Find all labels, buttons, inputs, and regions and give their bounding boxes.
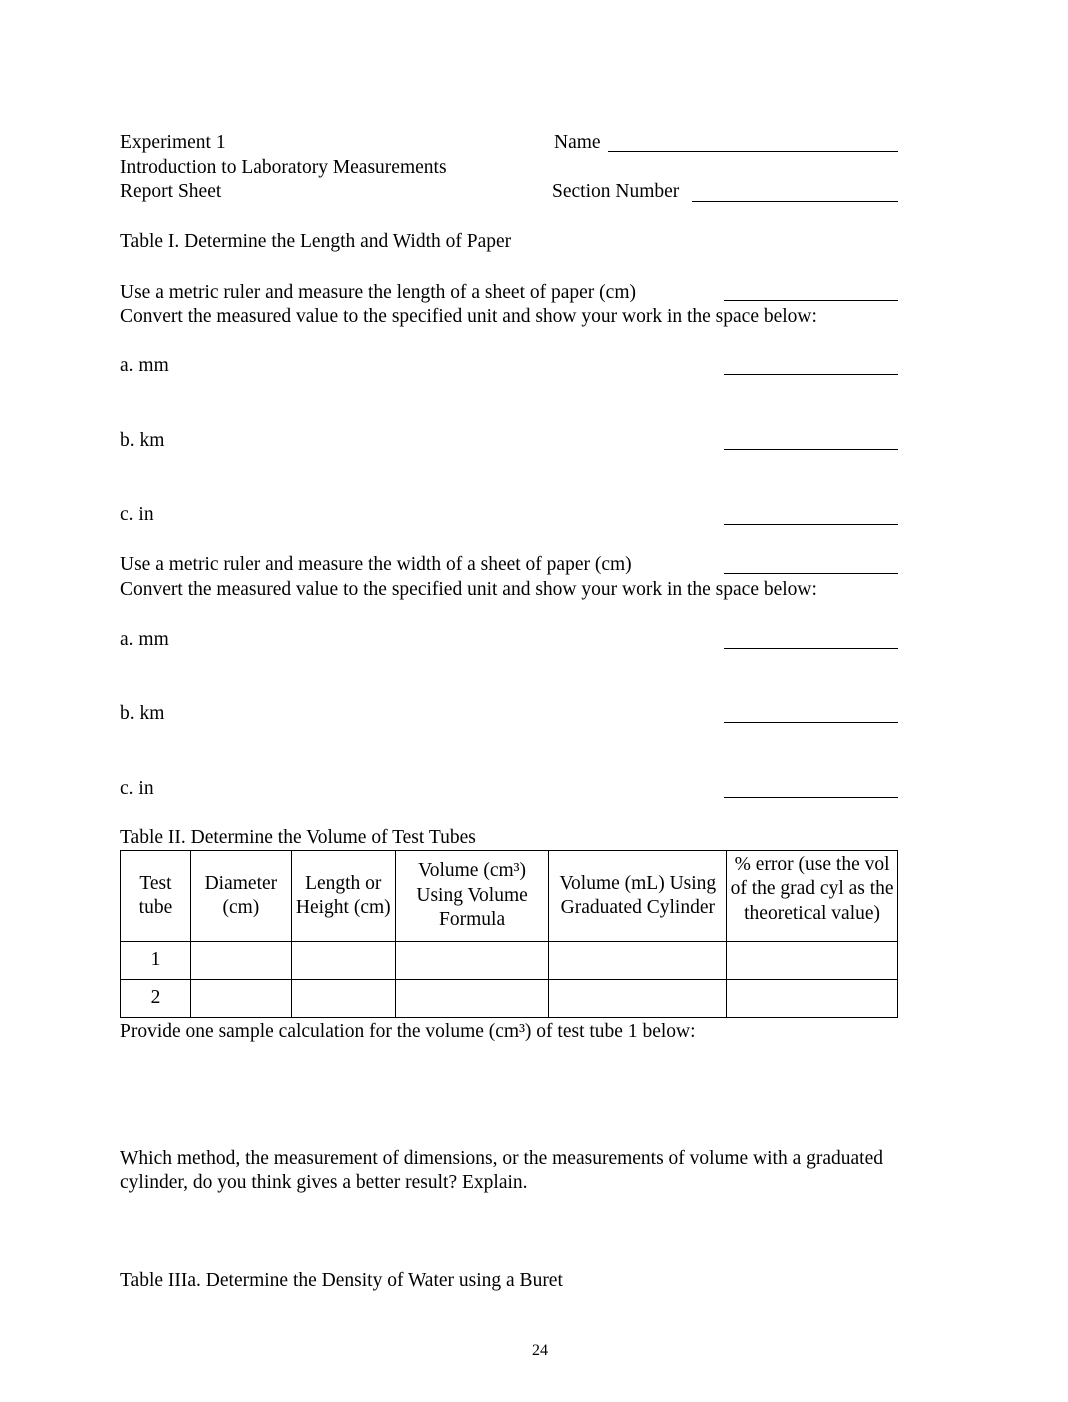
length-convert-prompt: Convert the measured value to the specified unit and show your work in the space below: <box>120 306 817 327</box>
table-header-row <box>121 851 898 942</box>
header-test-tube: Test tube <box>121 851 191 942</box>
width-unit-in: c. in <box>120 778 154 799</box>
length-mm-field[interactable] <box>724 374 898 375</box>
width-unit-mm: a. mm <box>120 629 169 650</box>
table2-title: Table II. Determine the Volume of Test Tubes <box>120 827 476 848</box>
diameter-cell[interactable] <box>190 980 291 1018</box>
header-volume-formula: Volume (cm³) Using Volume Formula <box>395 851 549 942</box>
width-prompt: Use a metric ruler and measure the width of a sheet of paper (cm) <box>120 554 632 575</box>
experiment-number: Experiment 1 <box>120 132 226 153</box>
section-number-label: Section Number <box>552 181 680 202</box>
volume-graduated-cell[interactable] <box>549 980 727 1018</box>
experiment-title: Introduction to Laboratory Measurements <box>120 157 447 178</box>
report-sheet-label: Report Sheet <box>120 181 222 202</box>
width-unit-km: b. km <box>120 703 165 724</box>
percent-error-cell[interactable] <box>727 980 898 1018</box>
length-km-field[interactable] <box>724 449 898 450</box>
length-unit-mm: a. mm <box>120 355 169 376</box>
width-mm-field[interactable] <box>724 648 898 649</box>
length-cell[interactable] <box>291 980 395 1018</box>
header-percent-error: % error (use the vol of the grad cyl as the theoretical value) <box>727 851 898 942</box>
page-number: 24 <box>532 1342 548 1359</box>
header-length-height: Length or Height (cm) <box>291 851 395 942</box>
table1-title: Table I. Determine the Length and Width of Paper <box>120 231 512 252</box>
width-convert-prompt: Convert the measured value to the specified unit and show your work in the space below: <box>120 579 817 600</box>
table-row <box>121 942 898 980</box>
header-volume-graduated: Volume (mL) Using Graduated Cylinder <box>549 851 727 942</box>
section-number-field[interactable] <box>692 201 898 202</box>
volume-formula-cell[interactable] <box>395 942 549 980</box>
table-row <box>121 980 898 1018</box>
length-in-field[interactable] <box>724 524 898 525</box>
length-answer-field[interactable] <box>724 300 898 301</box>
percent-error-cell[interactable] <box>727 942 898 980</box>
name-label: Name <box>554 132 601 153</box>
volume-formula-cell[interactable] <box>395 980 549 1018</box>
length-cell[interactable] <box>291 942 395 980</box>
volume-graduated-cell[interactable] <box>549 942 727 980</box>
width-in-field[interactable] <box>724 797 898 798</box>
diameter-cell[interactable] <box>190 942 291 980</box>
header-diameter: Diameter (cm) <box>190 851 291 942</box>
length-unit-in: c. in <box>120 504 154 525</box>
method-question: Which method, the measurement of dimensions, or the measurements of volume with a graduated cylinder, do you think gives a better result? Explain. <box>120 1148 883 1193</box>
length-unit-km: b. km <box>120 430 165 451</box>
width-km-field[interactable] <box>724 722 898 723</box>
row-label: 2 <box>121 980 191 1018</box>
name-field[interactable] <box>608 151 898 152</box>
test-tube-volume-table <box>120 850 898 1018</box>
row-label: 1 <box>121 942 191 980</box>
width-answer-field[interactable] <box>724 573 898 574</box>
sample-calculation-prompt: Provide one sample calculation for the volume (cm³) of test tube 1 below: <box>120 1021 696 1042</box>
length-prompt: Use a metric ruler and measure the length of a sheet of paper (cm) <box>120 282 636 303</box>
table3a-title: Table IIIa. Determine the Density of Water using a Buret <box>120 1270 563 1291</box>
